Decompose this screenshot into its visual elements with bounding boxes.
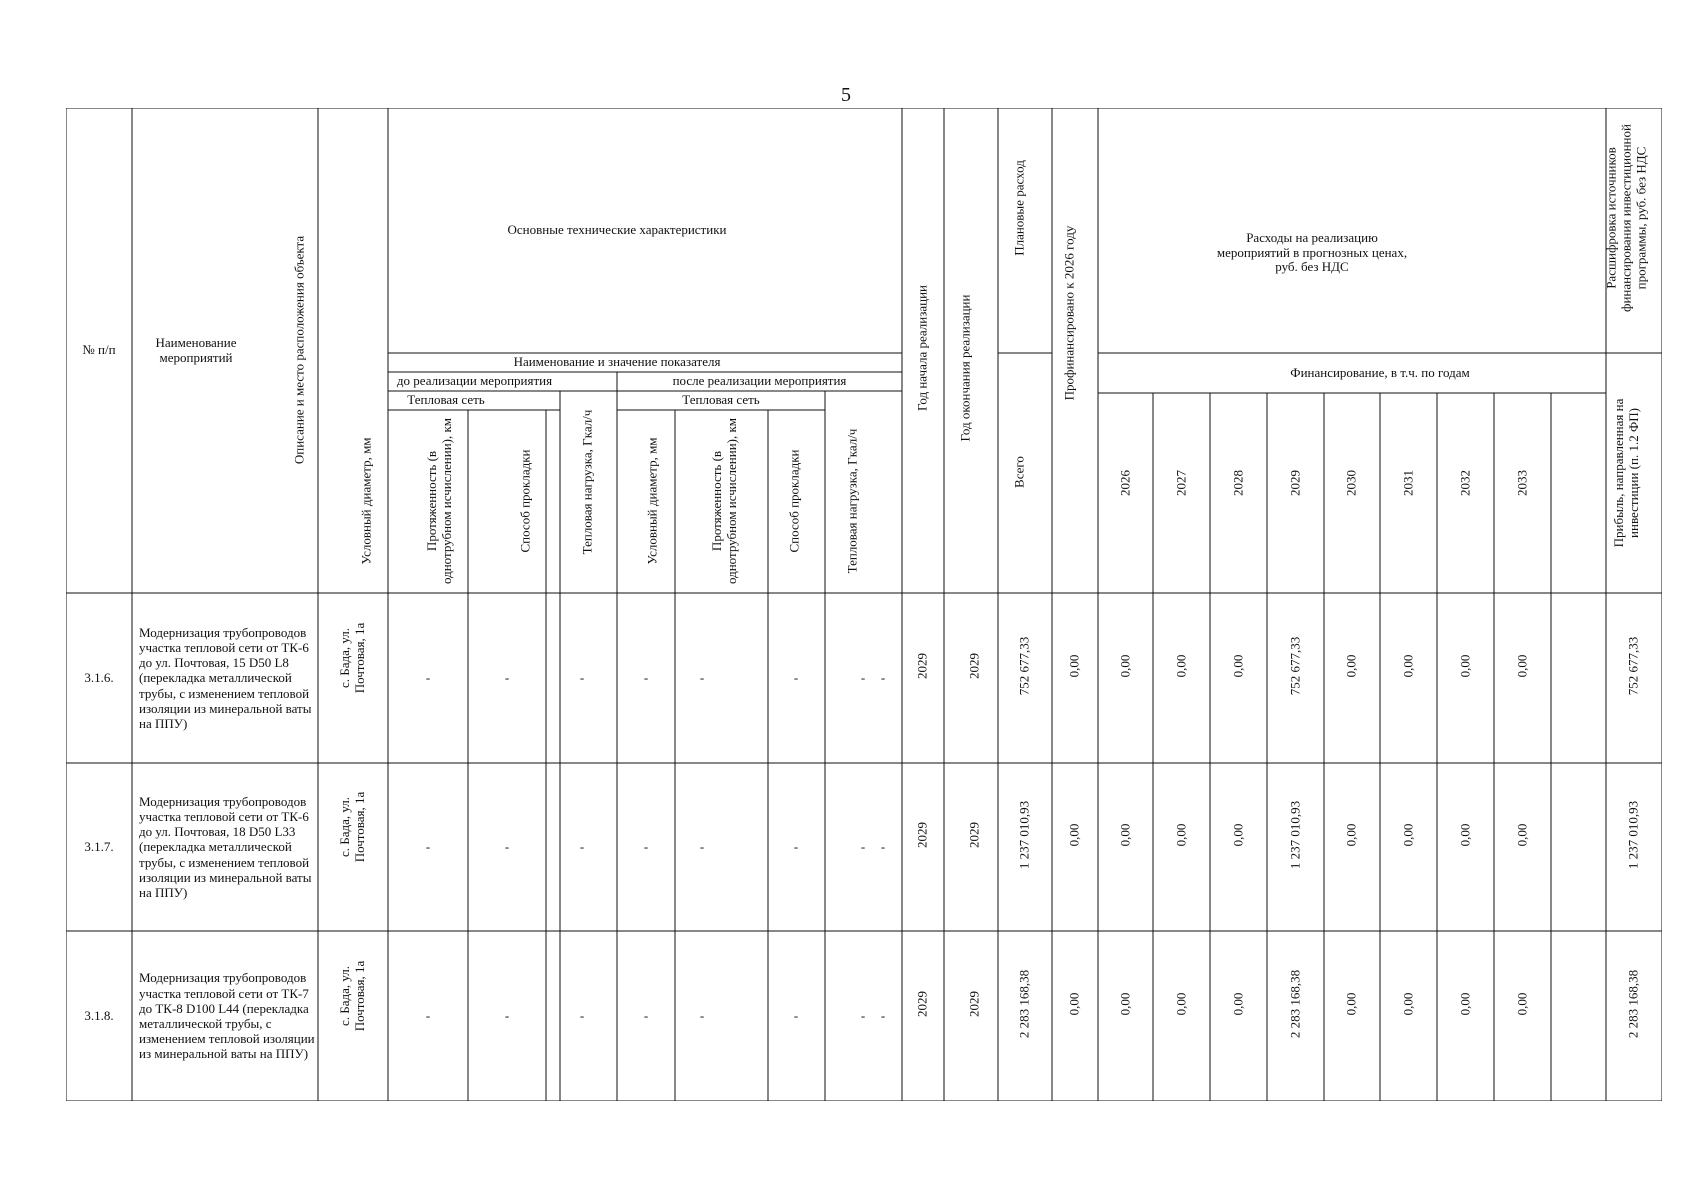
- header-year-2028: 2028: [1230, 470, 1246, 496]
- row-year-value: 0,00: [1230, 823, 1246, 847]
- row-dash: -: [793, 1007, 799, 1023]
- header-after: после реализации мероприятия: [672, 373, 847, 389]
- header-prefinanced: Профинансировано к 2026 году: [1061, 225, 1077, 401]
- header-end-year: Год окончания реализации: [957, 294, 973, 442]
- row-prefinanced: 0,00: [1066, 823, 1082, 847]
- row-end-year: 2029: [966, 653, 982, 679]
- row-number: 3.1.8.: [84, 1007, 114, 1023]
- header-total: Всего: [1011, 456, 1027, 488]
- row-name: Модернизация трубопроводов участка тепловой сети от ТК-6 до ул. Почтовая, 18 D50 L33 (перекладка металлической трубы, с изменением тепловой изоляции из минеральной ваты на ППУ): [139, 793, 312, 900]
- row-year-value: 0,00: [1343, 823, 1359, 847]
- row-dash: -: [579, 669, 585, 685]
- row-number: 3.1.7.: [84, 838, 114, 854]
- row-location: с. Бада, ул. Почтовая, 1а: [337, 960, 367, 1032]
- row-year-value: 0,00: [1457, 654, 1473, 678]
- header-indicator: Наименование и значение показателя: [513, 354, 721, 370]
- header-year-2030: 2030: [1343, 470, 1359, 496]
- row-dash: -: [579, 838, 585, 854]
- row-dash: -: [643, 669, 649, 685]
- row-name: Модернизация трубопроводов участка тепловой сети от ТК-6 до ул. Почтовая, 15 D50 L8 (перекладка металлической трубы, с изменением тепловой изоляции из минеральной ваты на ППУ): [139, 624, 312, 731]
- header-load-after: Тепловая нагрузка, Гкал/ч: [844, 428, 860, 574]
- header-heat-net-after: Тепловая сеть: [682, 392, 760, 408]
- row-year-value: 0,00: [1514, 992, 1530, 1016]
- header-year-2026: 2026: [1117, 470, 1133, 496]
- row-dash: -: [793, 838, 799, 854]
- row-end-year: 2029: [966, 822, 982, 848]
- header-diameter-after: Условный диаметр, мм: [644, 437, 660, 565]
- row-dash: -: [699, 1007, 705, 1023]
- header-year-2032: 2032: [1457, 470, 1473, 496]
- header-tech: Основные технические характеристики: [507, 222, 727, 238]
- row-year-value: 0,00: [1457, 992, 1473, 1016]
- row-year-value: 0,00: [1400, 992, 1416, 1016]
- page-number: 5: [841, 84, 851, 106]
- row-year-value: 0,00: [1343, 654, 1359, 678]
- row-start-year: 2029: [914, 991, 930, 1017]
- row-year-value: 0,00: [1117, 654, 1133, 678]
- row-year-value: 0,00: [1457, 823, 1473, 847]
- row-dash: -: [860, 669, 866, 685]
- header-year-2029: 2029: [1287, 470, 1303, 496]
- row-prefinanced: 0,00: [1066, 992, 1082, 1016]
- row-end-year: 2029: [966, 991, 982, 1017]
- row-dash: -: [860, 1007, 866, 1023]
- row-dash: -: [880, 838, 886, 854]
- investment-table: [66, 108, 1662, 1101]
- row-year-value: 0,00: [1230, 992, 1246, 1016]
- row-year-value: 0,00: [1173, 823, 1189, 847]
- row-dash: -: [880, 1007, 886, 1023]
- row-profit: 752 677,33: [1625, 636, 1641, 696]
- row-total: 752 677,33: [1016, 636, 1032, 696]
- row-year-value: 0,00: [1173, 992, 1189, 1016]
- header-diameter: Условный диаметр, мм: [358, 437, 374, 565]
- header-location: Описание и место расположения объекта: [291, 235, 307, 465]
- row-prefinanced: 0,00: [1066, 654, 1082, 678]
- row-dash: -: [504, 1007, 510, 1023]
- row-dash: -: [504, 669, 510, 685]
- header-before: до реализации мероприятия: [396, 373, 553, 389]
- header-profit: Прибыль, направленная на инвестиции (п. 1.2 ФП): [1611, 398, 1641, 548]
- row-year-value: 0,00: [1400, 654, 1416, 678]
- row-year-value: 0,00: [1514, 823, 1530, 847]
- row-year-value: 0,00: [1173, 654, 1189, 678]
- row-year-value: 0,00: [1400, 823, 1416, 847]
- row-total: 2 283 168,38: [1016, 969, 1032, 1039]
- row-dash: -: [425, 669, 431, 685]
- row-profit: 2 283 168,38: [1625, 969, 1641, 1039]
- header-length-before: Протяженность (в однотрубном исчислении), км: [424, 417, 454, 585]
- row-start-year: 2029: [914, 653, 930, 679]
- row-location: с. Бада, ул. Почтовая, 1а: [337, 791, 367, 863]
- row-year-value: 752 677,33: [1287, 636, 1303, 696]
- header-heat-net-before: Тепловая сеть: [407, 392, 485, 408]
- row-total: 1 237 010,93: [1016, 800, 1032, 870]
- row-year-value: 2 283 168,38: [1287, 969, 1303, 1039]
- row-dash: -: [504, 838, 510, 854]
- header-year-2033: 2033: [1514, 470, 1530, 496]
- row-dash: -: [643, 1007, 649, 1023]
- header-year-2027: 2027: [1173, 470, 1189, 496]
- row-start-year: 2029: [914, 822, 930, 848]
- header-length-after: Протяженность (в однотрубном исчислении), км: [709, 417, 739, 585]
- header-year-2031: 2031: [1400, 470, 1416, 496]
- header-sources: Расшифровка источников финансирования инвестиционной программы, руб. без НДС: [1603, 124, 1649, 312]
- header-start-year: Год начала реализации: [914, 284, 930, 412]
- header-costs: Расходы на реализацию мероприятий в прогнозных ценах, руб. без НДС: [1216, 229, 1408, 275]
- row-dash: -: [699, 838, 705, 854]
- row-dash: -: [860, 838, 866, 854]
- row-year-value: 0,00: [1117, 992, 1133, 1016]
- row-year-value: 0,00: [1230, 654, 1246, 678]
- header-load-before: Тепловая нагрузка, Гкал/ч: [579, 409, 595, 555]
- header-laying-after: Способ прокладки: [786, 449, 802, 553]
- row-number: 3.1.6.: [84, 669, 114, 685]
- row-year-value: 0,00: [1117, 823, 1133, 847]
- header-laying-before: Способ прокладки: [517, 449, 533, 553]
- row-dash: -: [425, 1007, 431, 1023]
- header-financing: Финансирование, в т.ч. по годам: [1290, 364, 1470, 380]
- row-year-value: 0,00: [1514, 654, 1530, 678]
- row-dash: -: [880, 669, 886, 685]
- header-num: № п/п: [82, 342, 116, 358]
- row-profit: 1 237 010,93: [1625, 800, 1641, 870]
- row-dash: -: [793, 669, 799, 685]
- row-dash: -: [643, 838, 649, 854]
- row-name: Модернизация трубопроводов участка тепловой сети от ТК-7 до ТК-8 D100 L44 (перекладка металлической трубы, с изменением тепловой изоляции из минеральной ваты на ППУ): [139, 970, 315, 1062]
- row-dash: -: [579, 1007, 585, 1023]
- row-dash: -: [699, 669, 705, 685]
- row-year-value: 1 237 010,93: [1287, 800, 1303, 870]
- header-planned: Плановые расход: [1011, 160, 1027, 256]
- header-name: Наименование мероприятий: [155, 334, 237, 365]
- row-location: с. Бада, ул. Почтовая, 1а: [337, 622, 367, 694]
- row-year-value: 0,00: [1343, 992, 1359, 1016]
- row-dash: -: [425, 838, 431, 854]
